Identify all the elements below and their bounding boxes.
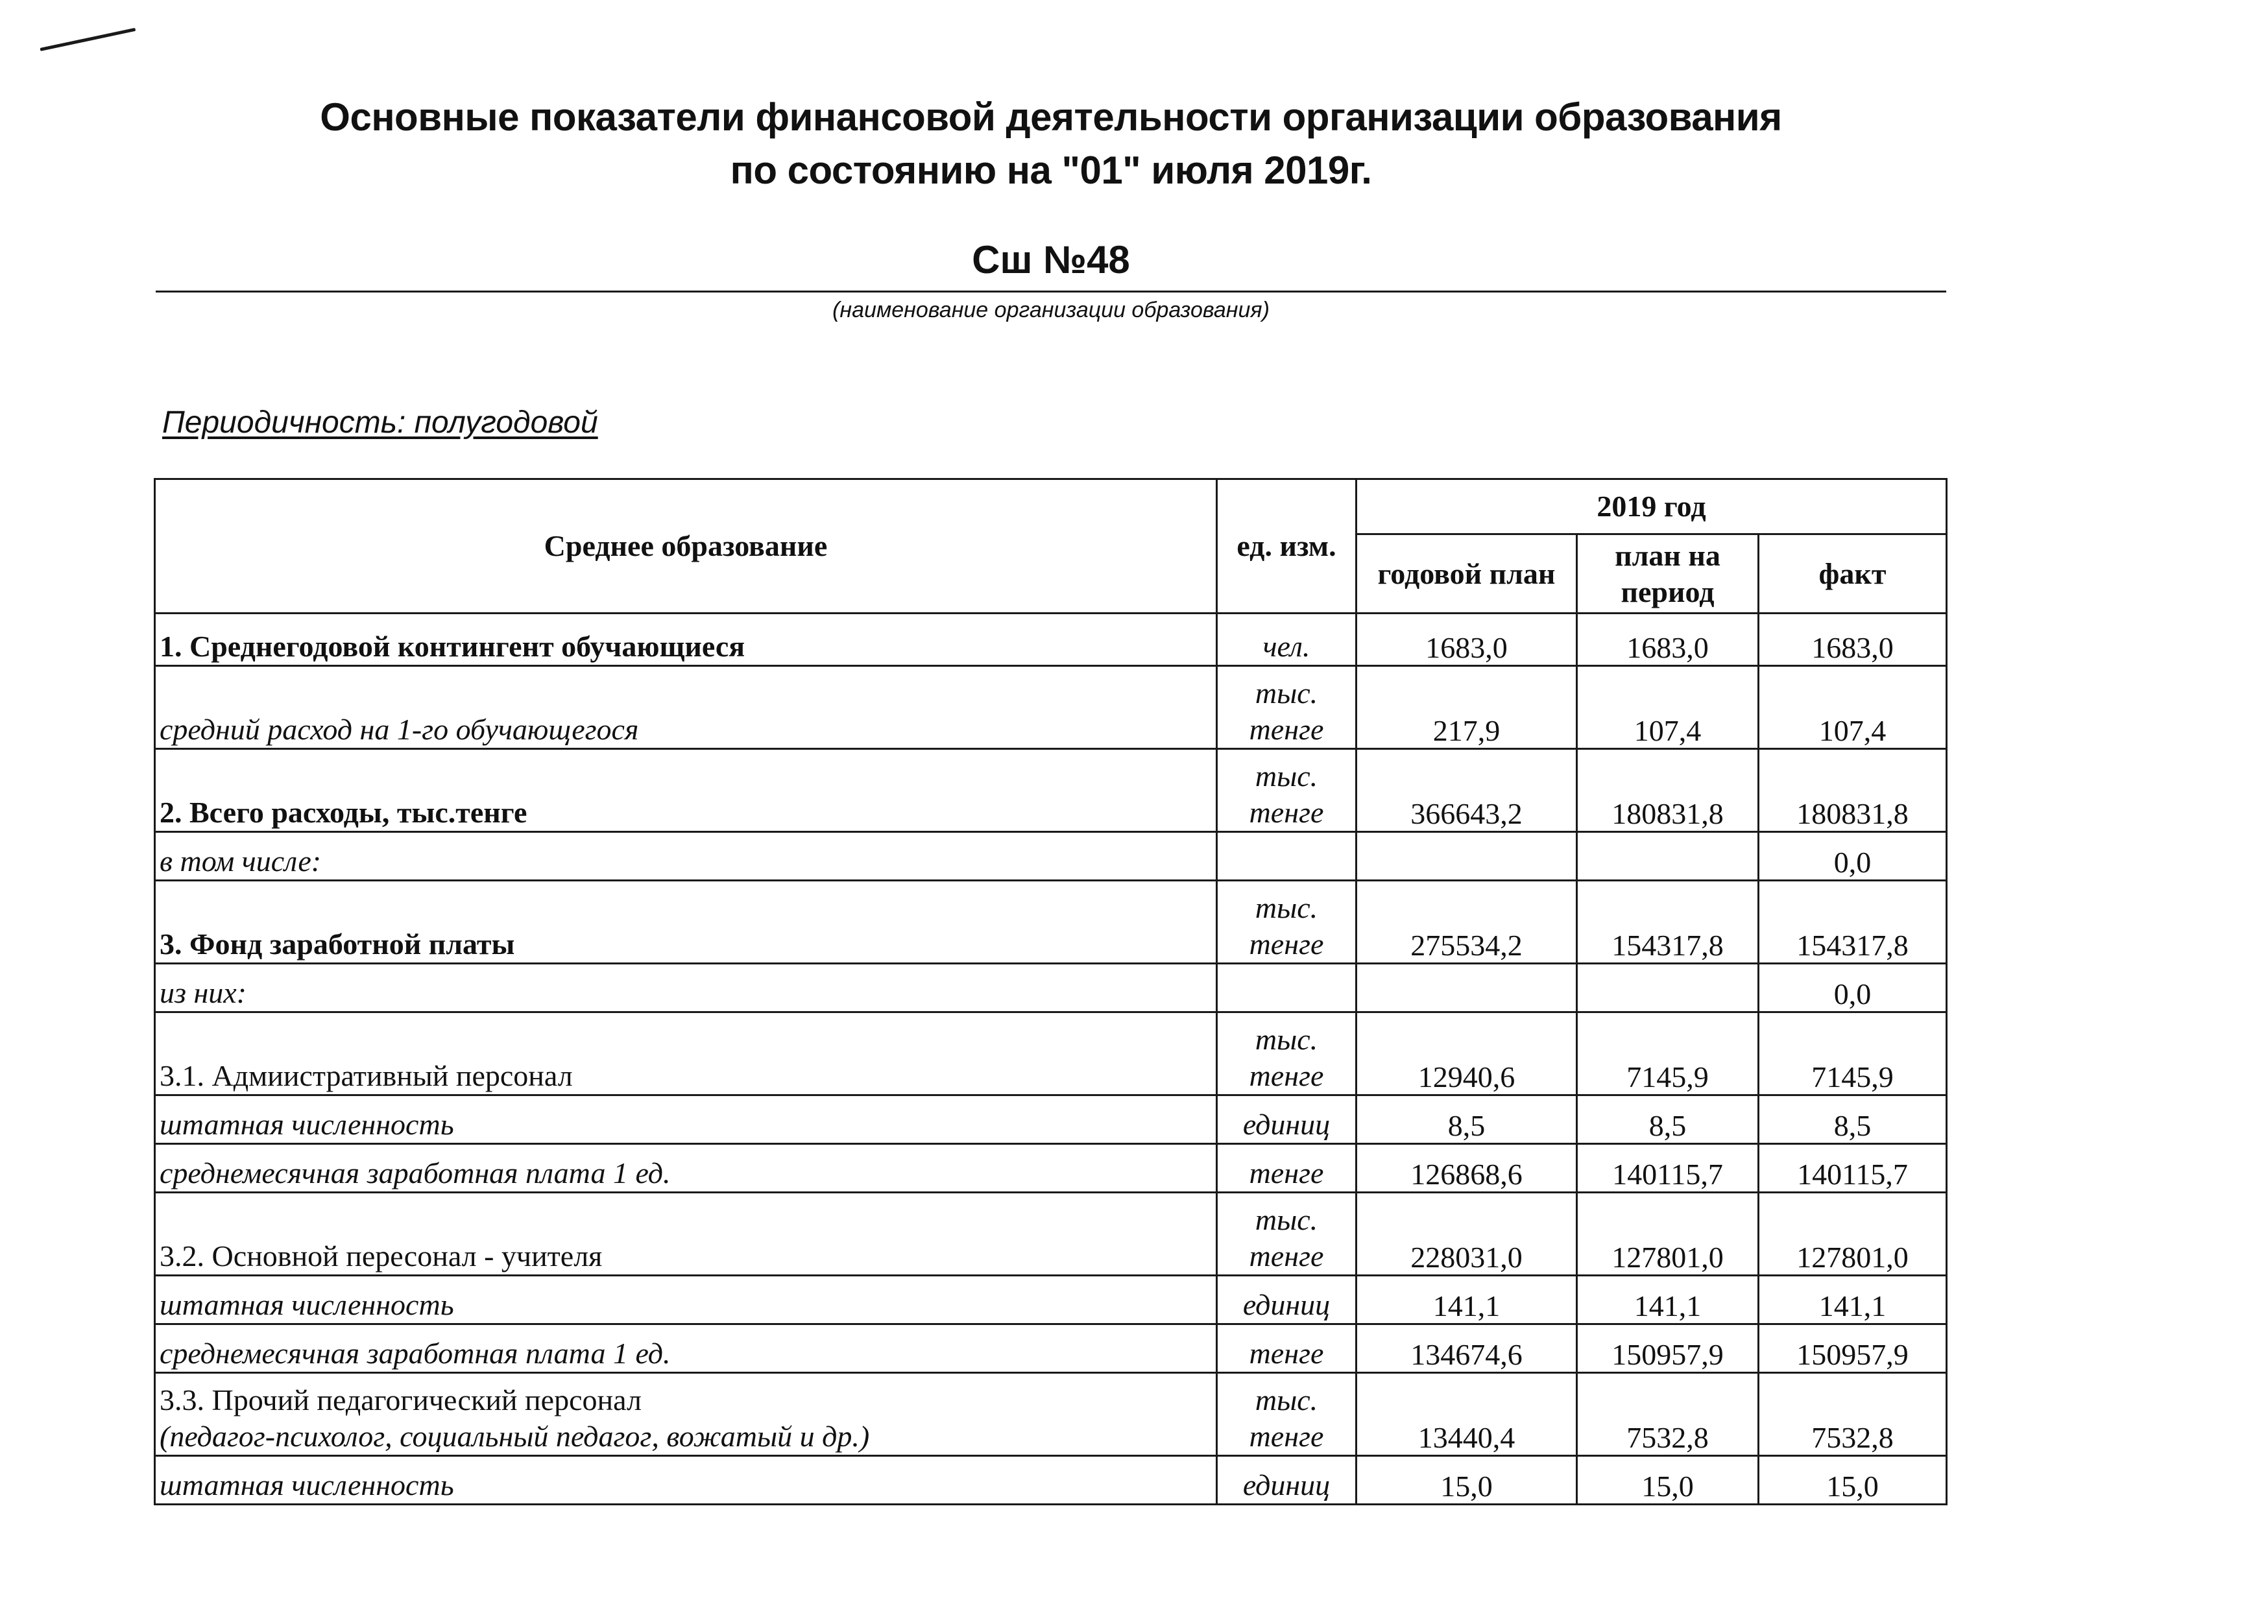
row-unit: [1217, 1144, 1357, 1193]
row-annual-plan: 134674,6: [1357, 1324, 1577, 1373]
row-unit: [1217, 1373, 1357, 1456]
row-unit: [1217, 964, 1357, 1012]
row-annual-plan: 1683,0: [1357, 614, 1577, 666]
row-annual-plan: 12940,6: [1357, 1012, 1577, 1095]
table-body: [155, 614, 1947, 1505]
table-row: [155, 749, 1947, 832]
row-fact: 0,0: [1759, 964, 1947, 1012]
row-fact: 150957,9: [1759, 1324, 1947, 1373]
table-row: [155, 1193, 1947, 1276]
row-indicator-label: штатная численность: [160, 1108, 454, 1141]
row-indicator-name: [155, 964, 1217, 1012]
row-period-plan: 150957,9: [1577, 1324, 1759, 1373]
row-unit: [1217, 881, 1357, 964]
header-section: Среднее образование: [155, 479, 1217, 614]
row-period-plan: 154317,8: [1577, 881, 1759, 964]
row-period-plan: [1577, 832, 1759, 881]
row-indicator-name: [155, 1012, 1217, 1095]
row-unit-line2: тенге: [1249, 927, 1324, 961]
table-row: [155, 1144, 1947, 1193]
row-period-plan: 141,1: [1577, 1276, 1759, 1324]
row-unit-line1: тыс.: [1255, 1203, 1318, 1236]
row-indicator-name: [155, 1144, 1217, 1193]
row-period-plan: 127801,0: [1577, 1193, 1759, 1276]
organization-name: Сш №48: [972, 238, 1130, 281]
row-fact: 7532,8: [1759, 1373, 1947, 1456]
row-fact: 8,5: [1759, 1095, 1947, 1144]
row-indicator-note: (педагог-психолог, социальный педагог, вожатый и др.): [160, 1420, 870, 1453]
row-period-plan: 7145,9: [1577, 1012, 1759, 1095]
row-period-plan: 7532,8: [1577, 1373, 1759, 1456]
row-fact: 0,0: [1759, 832, 1947, 881]
table-row: [155, 666, 1947, 749]
table-row: [155, 1095, 1947, 1144]
row-fact: 107,4: [1759, 666, 1947, 749]
periodicity-label: Периодичность: полугодовой: [162, 405, 598, 440]
row-indicator-label: среднемесячная заработная плата 1 ед.: [160, 1156, 671, 1189]
row-indicator-name: [155, 614, 1217, 666]
row-period-plan: 1683,0: [1577, 614, 1759, 666]
row-indicator-label: 2. Всего расходы, тыс.тенге: [160, 796, 527, 829]
row-unit-line1: тыс.: [1255, 676, 1318, 710]
row-annual-plan: 217,9: [1357, 666, 1577, 749]
table-row: [155, 881, 1947, 964]
row-unit-line1: единиц: [1242, 1468, 1331, 1501]
row-unit: [1217, 1456, 1357, 1505]
row-unit-line1: тыс.: [1255, 891, 1318, 924]
document-title-line1: Основные показатели финансовой деятельности организации образования: [320, 95, 1782, 139]
row-unit: [1217, 666, 1357, 749]
row-indicator-label: 3. Фонд заработной платы: [160, 927, 515, 961]
row-indicator-label: 3.1. Адмиистративный персонал: [160, 1059, 573, 1092]
row-indicator-name: [155, 749, 1217, 832]
row-fact: 140115,7: [1759, 1144, 1947, 1193]
row-period-plan: 140115,7: [1577, 1144, 1759, 1193]
organization-caption: (наименование организации образования): [832, 298, 1270, 322]
row-unit: [1217, 1276, 1357, 1324]
row-fact: 141,1: [1759, 1276, 1947, 1324]
row-fact: 15,0: [1759, 1456, 1947, 1505]
table-row: [155, 1324, 1947, 1373]
table-row: [155, 1456, 1947, 1505]
row-unit-line2: тенге: [1249, 1239, 1324, 1272]
financial-indicators-table: [154, 478, 1948, 1505]
row-indicator-label: среднемесячная заработная плата 1 ед.: [160, 1337, 671, 1370]
row-period-plan: 180831,8: [1577, 749, 1759, 832]
row-unit-line1: тенге: [1249, 1156, 1324, 1189]
row-annual-plan: 126868,6: [1357, 1144, 1577, 1193]
row-annual-plan: [1357, 832, 1577, 881]
row-unit: [1217, 1012, 1357, 1095]
header-period-plan: план на период: [1577, 534, 1759, 614]
scan-pen-mark: [40, 28, 136, 51]
row-fact: 180831,8: [1759, 749, 1947, 832]
row-indicator-label: 3.3. Прочий педагогический персонал: [160, 1383, 642, 1416]
row-unit: [1217, 1193, 1357, 1276]
table-row: [155, 1276, 1947, 1324]
row-indicator-label: штатная численность: [160, 1468, 454, 1501]
row-indicator-label: средний расход на 1-го обучающегося: [160, 713, 639, 746]
row-unit-line1: единиц: [1242, 1288, 1331, 1321]
row-unit-line1: тыс.: [1255, 1023, 1318, 1056]
row-fact: 127801,0: [1759, 1193, 1947, 1276]
row-unit-line2: тенге: [1249, 1059, 1324, 1092]
row-unit-line1: тенге: [1249, 1337, 1324, 1370]
organization-underline: [156, 291, 1946, 293]
row-period-plan: [1577, 964, 1759, 1012]
row-unit: [1217, 1095, 1357, 1144]
row-indicator-label: 3.2. Основной пересонал - учителя: [160, 1239, 603, 1272]
row-fact: 7145,9: [1759, 1012, 1947, 1095]
row-unit: [1217, 614, 1357, 666]
row-indicator-name: [155, 1324, 1217, 1373]
row-indicator-name: [155, 1373, 1217, 1456]
header-annual-plan: годовой план: [1357, 534, 1577, 614]
table-row: [155, 964, 1947, 1012]
row-annual-plan: 275534,2: [1357, 881, 1577, 964]
row-period-plan: 107,4: [1577, 666, 1759, 749]
row-unit: [1217, 832, 1357, 881]
row-annual-plan: 366643,2: [1357, 749, 1577, 832]
row-period-plan: 15,0: [1577, 1456, 1759, 1505]
table-row: [155, 832, 1947, 881]
row-unit-line2: тенге: [1249, 1420, 1324, 1453]
row-unit-line2: тенге: [1249, 796, 1324, 829]
row-annual-plan: [1357, 964, 1577, 1012]
row-indicator-name: [155, 666, 1217, 749]
row-annual-plan: 13440,4: [1357, 1373, 1577, 1456]
row-period-plan: 8,5: [1577, 1095, 1759, 1144]
table-row: [155, 1373, 1947, 1456]
row-unit-line1: единиц: [1242, 1108, 1331, 1141]
row-indicator-label: в том числе:: [160, 844, 322, 878]
document-title-line2: по состоянию на "01" июля 2019г.: [730, 149, 1372, 192]
row-indicator-name: [155, 881, 1217, 964]
row-annual-plan: 141,1: [1357, 1276, 1577, 1324]
row-unit: [1217, 749, 1357, 832]
table-row: [155, 614, 1947, 666]
row-indicator-name: [155, 1276, 1217, 1324]
row-indicator-name: [155, 1095, 1217, 1144]
row-fact: 1683,0: [1759, 614, 1947, 666]
row-annual-plan: 8,5: [1357, 1095, 1577, 1144]
row-indicator-name: [155, 1193, 1217, 1276]
row-unit-line2: тенге: [1249, 713, 1324, 746]
row-indicator-name: [155, 832, 1217, 881]
row-indicator-name: [155, 1456, 1217, 1505]
row-unit-line1: тыс.: [1255, 1383, 1318, 1416]
row-indicator-label: штатная численность: [160, 1288, 454, 1321]
row-indicator-label: из них:: [160, 976, 247, 1009]
header-unit: ед. изм.: [1217, 479, 1357, 614]
header-fact: факт: [1759, 534, 1947, 614]
row-fact: 154317,8: [1759, 881, 1947, 964]
header-year: 2019 год: [1357, 479, 1947, 534]
row-annual-plan: 15,0: [1357, 1456, 1577, 1505]
row-unit-line1: тыс.: [1255, 759, 1318, 793]
row-indicator-label: 1. Среднегодовой контингент обучающиеся: [160, 630, 745, 663]
row-annual-plan: 228031,0: [1357, 1193, 1577, 1276]
row-unit-line1: чел.: [1262, 630, 1310, 663]
table-row: [155, 1012, 1947, 1095]
row-unit: [1217, 1324, 1357, 1373]
